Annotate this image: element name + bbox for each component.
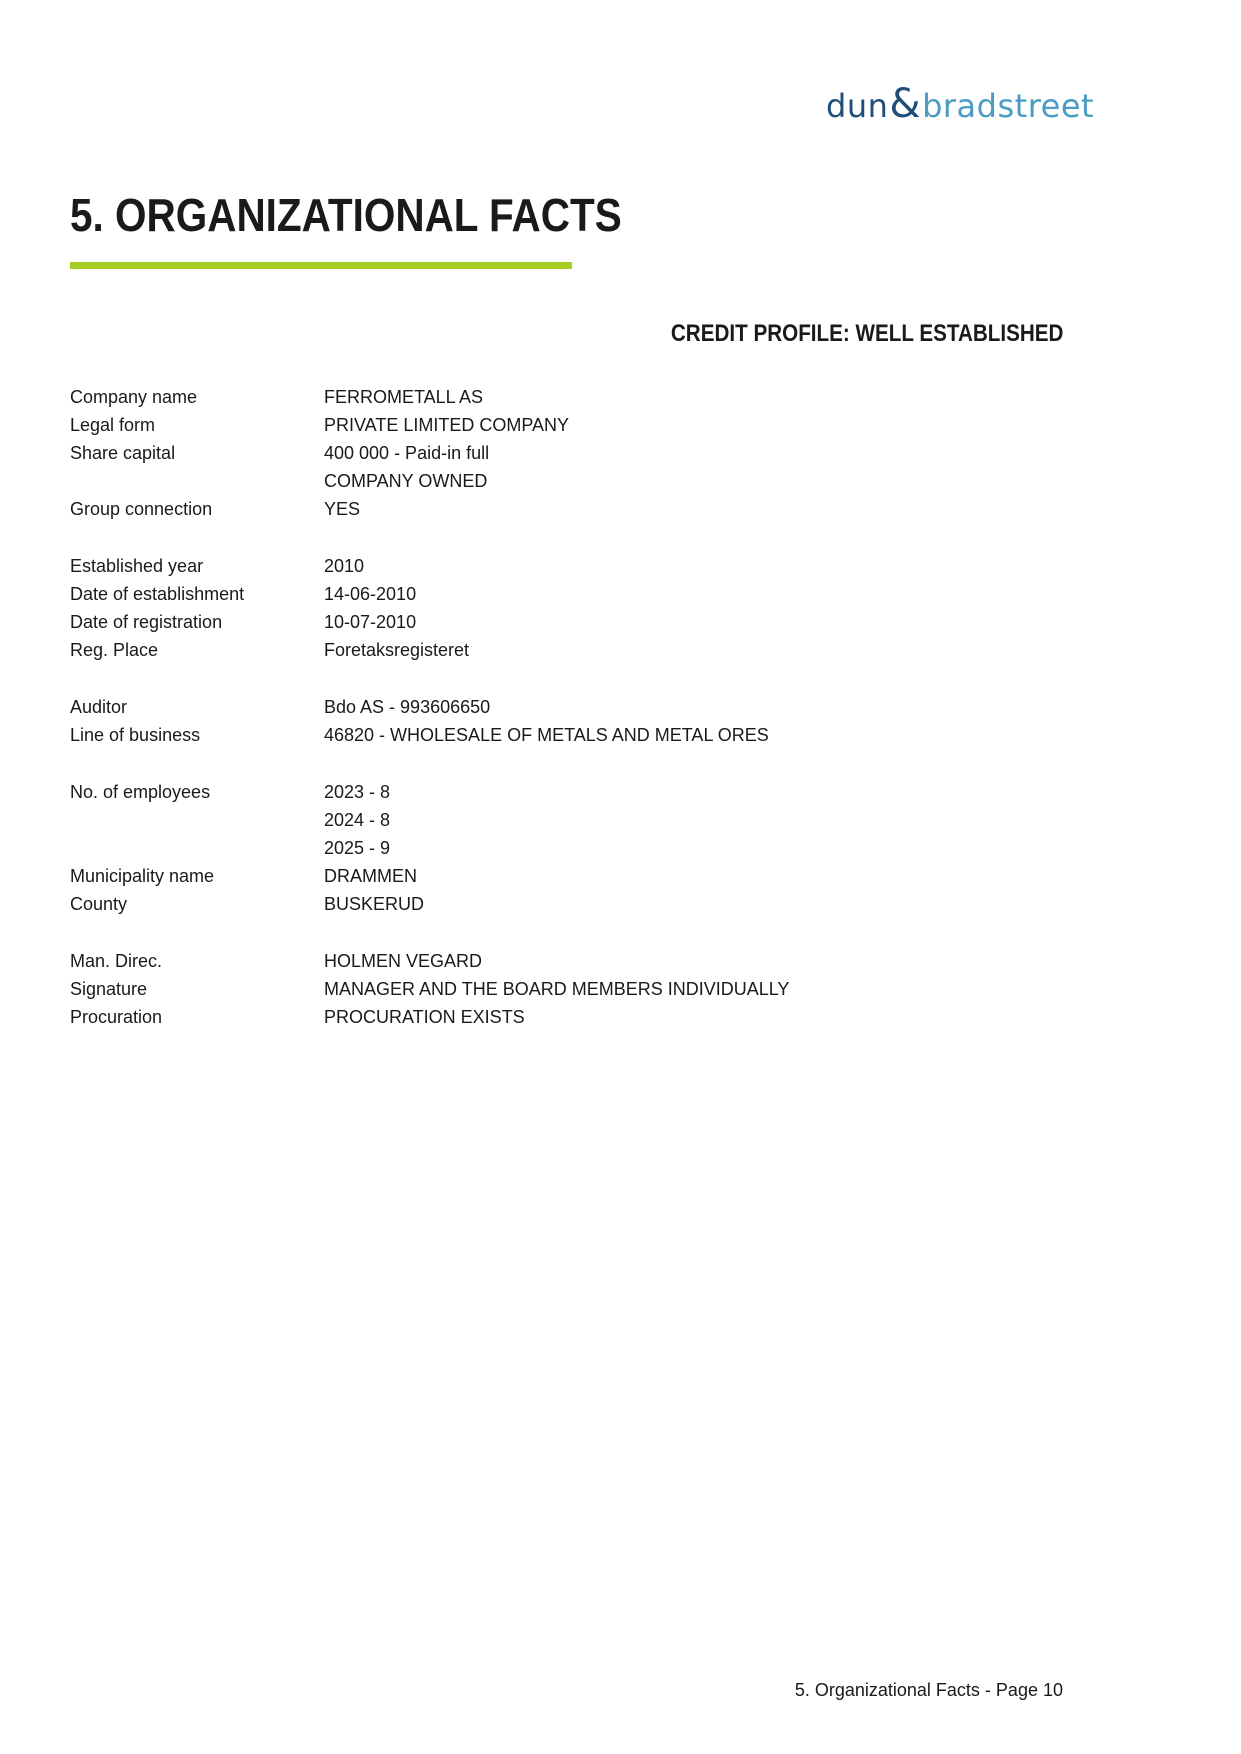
fact-label [70, 467, 324, 495]
fact-row-procuration [70, 1003, 789, 1031]
fact-row-share-capital [70, 439, 789, 467]
fact-value: PROCURATION EXISTS [324, 1007, 525, 1027]
fact-row-established-year [70, 552, 789, 580]
fact-row-auditor [70, 693, 789, 721]
fact-value: YES [324, 499, 361, 519]
fact-label: Man. Direc. [70, 951, 163, 971]
fact-row-group-connection [70, 495, 789, 523]
title-underline-bar [70, 262, 572, 269]
fact-value: 2025 - 9 [324, 838, 391, 858]
fact-value: 10-07-2010 [324, 612, 417, 632]
fact-row-employees-2025 [70, 834, 789, 862]
logo-text-bradstreet: bradstreet [922, 87, 1095, 125]
logo-text-dun: dun [826, 87, 889, 125]
fact-value: MANAGER AND THE BOARD MEMBERS INDIVIDUALLY [324, 979, 790, 999]
fact-row-employees [70, 778, 789, 806]
fact-label: No. of employees [70, 782, 211, 802]
dun-bradstreet-logo [826, 72, 1095, 127]
credit-profile-heading: CREDIT PROFILE: WELL ESTABLISHED [670, 320, 1063, 347]
fact-label: Date of registration [70, 612, 223, 632]
fact-label: Established year [70, 556, 204, 576]
fact-row-municipality [70, 862, 789, 890]
fact-label [70, 834, 324, 862]
fact-value: PRIVATE LIMITED COMPANY [324, 415, 570, 435]
fact-label: Auditor [70, 697, 128, 717]
fact-label [70, 806, 324, 834]
fact-value: 2023 - 8 [324, 782, 391, 802]
fact-row-ownership [70, 467, 789, 495]
fact-value: COMPANY OWNED [324, 471, 488, 491]
fact-label: Group connection [70, 499, 213, 519]
fact-row-company-name [70, 383, 789, 411]
fact-row-employees-2024 [70, 806, 789, 834]
fact-row-county [70, 890, 789, 918]
fact-label: Company name [70, 387, 198, 407]
fact-value: 2010 [324, 556, 365, 576]
fact-label: Reg. Place [70, 640, 159, 660]
fact-label: County [70, 894, 128, 914]
fact-value: FERROMETALL AS [324, 387, 484, 407]
fact-row-legal-form [70, 411, 789, 439]
fact-row-reg-place [70, 636, 789, 664]
fact-label: Municipality name [70, 866, 215, 886]
fact-value: 46820 - WHOLESALE OF METALS AND METAL ORES [324, 725, 769, 745]
fact-label: Legal form [70, 415, 156, 435]
fact-value: 400 000 - Paid-in full [324, 443, 490, 463]
fact-row-line-of-business [70, 721, 789, 749]
fact-value: 2024 - 8 [324, 810, 391, 830]
fact-label: Line of business [70, 725, 201, 745]
fact-value: 14-06-2010 [324, 584, 417, 604]
fact-row-date-of-registration [70, 608, 789, 636]
logo-ampersand: & [889, 81, 922, 127]
page-title: 5. ORGANIZATIONAL FACTS [70, 189, 622, 241]
fact-value: BUSKERUD [324, 894, 425, 914]
organizational-facts-table [70, 383, 789, 1031]
fact-row-signature [70, 975, 789, 1003]
fact-label: Share capital [70, 443, 176, 463]
fact-value: HOLMEN VEGARD [324, 951, 483, 971]
fact-row-date-of-establishment [70, 580, 789, 608]
fact-value: Bdo AS - 993606650 [324, 697, 491, 717]
page-footer: 5. Organizational Facts - Page 10 [794, 1680, 1063, 1700]
fact-value: Foretaksregisteret [324, 640, 470, 660]
fact-label: Date of establishment [70, 584, 245, 604]
fact-row-managing-director [70, 947, 789, 975]
fact-label: Signature [70, 979, 148, 999]
fact-label: Procuration [70, 1007, 163, 1027]
fact-value: DRAMMEN [324, 866, 417, 886]
